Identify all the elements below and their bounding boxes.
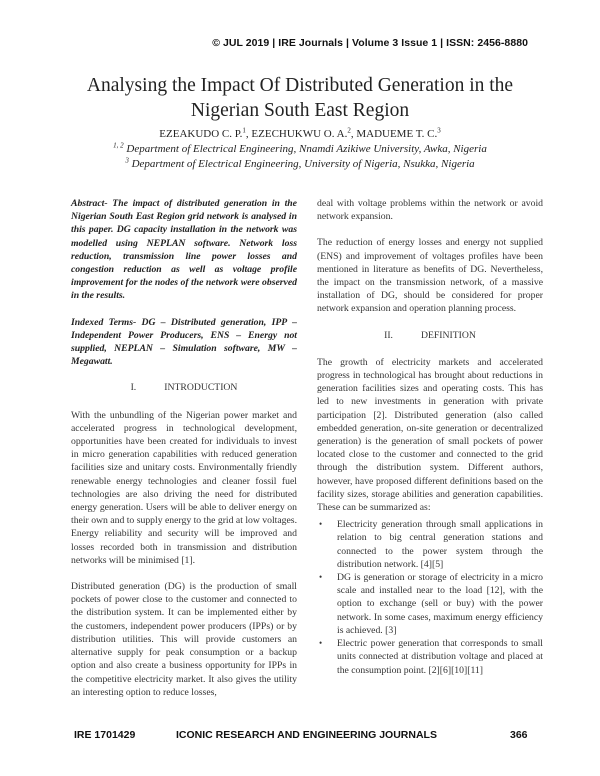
affiliation-2 xyxy=(60,157,540,172)
paper-title xyxy=(60,73,540,123)
affiliation-text: Department of Electrical Engineering, Nnamdi Azikiwe University, Awka, Nigeria xyxy=(126,143,487,155)
affiliation-sup: 3 xyxy=(125,156,129,165)
affiliation-sup: 1, 2 xyxy=(113,141,124,150)
page-number: 366 xyxy=(510,729,528,741)
author-list: EZEAKUDO C. P.$^1$, EZECHUKWU O. A.$^2$, MADUEME T. C.$^3$ xyxy=(159,126,441,140)
list-item xyxy=(317,518,543,571)
bullet-icon: • xyxy=(319,572,323,583)
list-item-text: Electricity generation through small applications in relation to big central generation stations and connected to the power system through the distribution network. [4][5] xyxy=(337,519,543,570)
author-sup: 2 xyxy=(347,126,351,135)
list-item-text: Electric power generation that corresponds to small units connected at distribution voltage and placed at the consumption point. [2][6][10][11] xyxy=(337,638,543,676)
affiliation-1 xyxy=(60,142,540,157)
abstract: Abstract- The impact of distributed generation in the Nigerian South East Region grid network is analysed in this paper. DG capacity installation in the network was modelled using NEPLAN software. Network loss reduction, transmission line power losses and congestion reduction as well as voltage profile improvement for the nodes of the network were observed in the results. xyxy=(71,198,297,302)
body-paragraph: With the unbundling of the Nigerian power market and accelerated progress in technological development, opportunities have been created for individuals to invest in micro generation capabilities with reduced generation facilities size and unitary costs. Environmentally friendly renewable energy technologies and cleaner fossil fuel technologies are also driving the need for distributed energy generation. Users will be able to deliver energy on their own and to supply energy to the grid at low voltages. Energy reliability and security will be improved and losses recorded both in transmission and distribution networks will be minimised [1]. xyxy=(71,409,297,566)
author-name: EZEAKUDO C. P. xyxy=(159,128,243,140)
list-item-text: DG is generation or storage of electricity in a micro scale and installed near to the load [12], with the option to exchange (sell or buy) with the power network. In some cases, maximum energy efficiency is achieved. [3] xyxy=(337,572,543,636)
section-number: II. xyxy=(384,329,393,341)
section-title: DEFINITION xyxy=(420,329,476,341)
body-paragraph: Distributed generation (DG) is the production of small pockets of power close to the customer and connected to the distribution system. It can be implemented either by the customers, independent power producers (IPPs) or by distribution utilities. This will provide customers an alternative supply for peak consumption or a backup option and also create a business opportunity for IPPs in the competitive electricity market. It also gives the utility an interesting option to reduce losses, xyxy=(71,581,297,698)
bullet-icon: • xyxy=(319,638,323,649)
list-item xyxy=(317,637,543,677)
paper-id: IRE 1701429 xyxy=(74,729,136,741)
indexed-terms: Indexed Terms- DG – Distributed generation, IPP – Independent Power Producers, ENS – Energy not supplied, NEPLAN – Simulation software, MW – Megawatt. xyxy=(71,316,297,368)
left-column xyxy=(71,197,297,712)
right-column xyxy=(317,197,543,677)
title-line-1: Analysing the Impact Of Distributed Generation in the xyxy=(86,75,514,96)
journal-citation-header: © JUL 2019 | IRE Journals | Volume 3 Issue 1 | ISSN: 2456-8880 xyxy=(212,37,528,49)
author-name: EZECHUKWU O. A. xyxy=(251,128,348,140)
section-heading-definition xyxy=(317,329,543,342)
list-item xyxy=(317,571,543,637)
body-paragraph: deal with voltage problems within the network or avoid network expansion. xyxy=(317,198,543,223)
section-title: INTRODUCTION xyxy=(164,382,238,394)
journal-name: ICONIC RESEARCH AND ENGINEERING JOURNALS xyxy=(176,729,437,741)
author-sup: 3 xyxy=(437,126,441,135)
section-number: I. xyxy=(130,382,137,394)
author-sup: 1 xyxy=(242,126,246,135)
section-heading-introduction xyxy=(71,381,297,394)
author-name: MADUEME T. C. xyxy=(356,128,438,140)
definition-paragraph: The growth of electricity markets and accelerated progress in technological has brought about reductions in generation facilities sizes and operating costs. This has led to new investments in generation with private participation [2]. Distributed generation (also called embedded generation, on-site generation or decentralized generation) is the generation of small pockets of power located close to the customer and connected to the grid through the distribution system. Different authors, however, have proposed different definitions based on the facility sizes, storage abilities and generation capabilities. These can be summarized as: xyxy=(317,356,543,514)
body-paragraph: The reduction of energy losses and energy not supplied (ENS) and improvement of voltages profiles have been mentioned in literature as benefits of DG. Nevertheless, the impact on the transmission network, of a massive installation of DG, should be considered for proper network expansion and operation planning process. xyxy=(317,237,543,315)
title-line-2: Nigerian South East Region xyxy=(190,100,410,121)
bullet-icon: • xyxy=(319,519,323,530)
definition-list xyxy=(317,518,543,676)
affiliation-text: Department of Electrical Engineering, University of Nigeria, Nsukka, Nigeria xyxy=(131,158,475,170)
